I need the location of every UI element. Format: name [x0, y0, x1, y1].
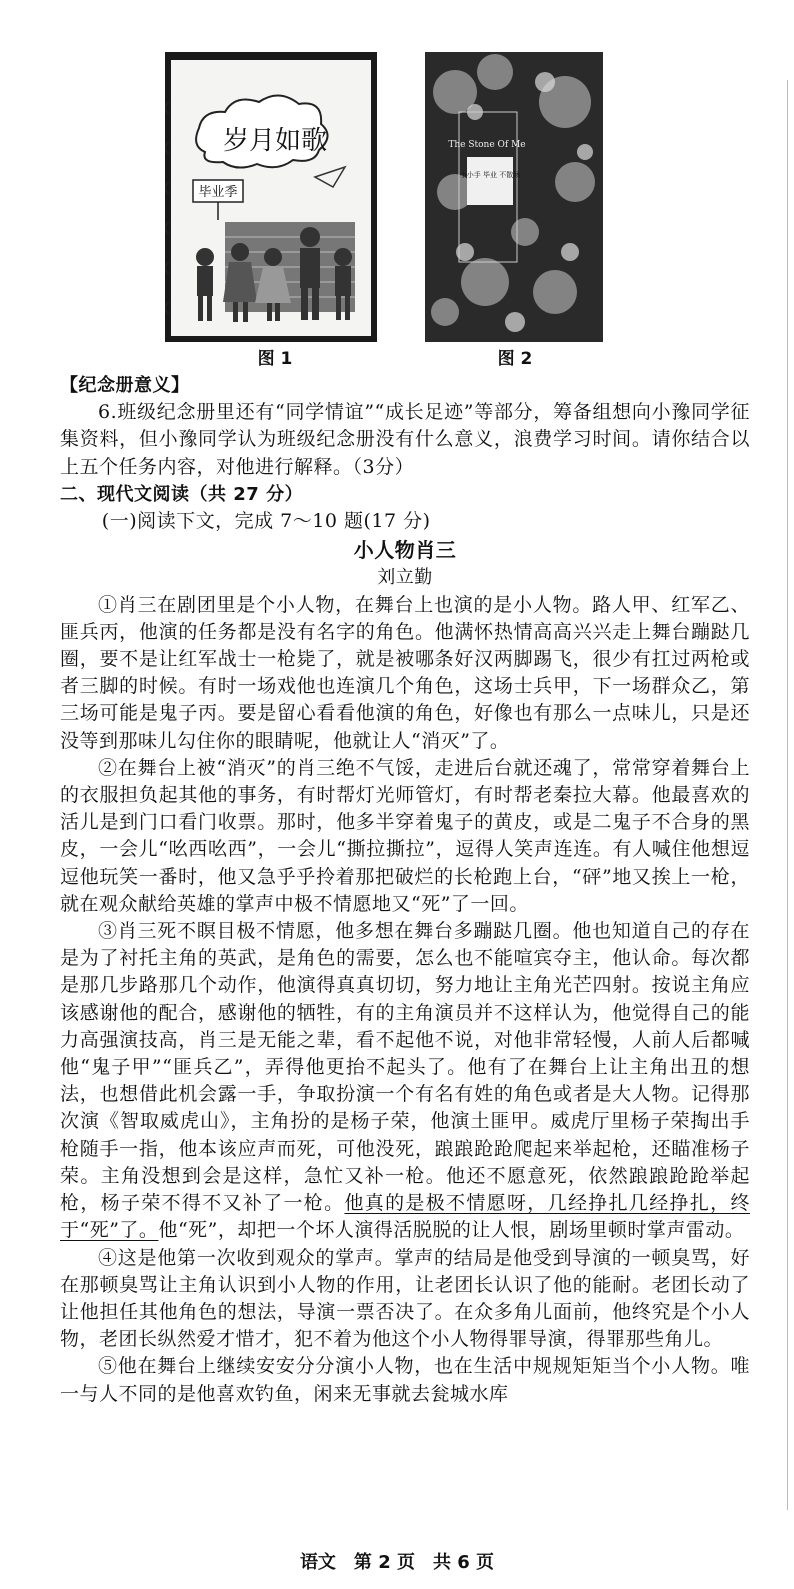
paragraph-5: ⑤他在舞台上继续安安分分演小人物，也在生活中规规矩矩当个小人物。唯一与人不同的是他喜欢钓鱼，闲来无事就去瓮城水库: [60, 1355, 750, 1405]
figure-1-image: [165, 52, 377, 369]
paragraph-3: [60, 918, 750, 1244]
section-2-heading: 二、现代文阅读（共 27 分）: [60, 483, 304, 505]
cover-text-en: The Stone Of Me: [448, 140, 526, 150]
article-title: 小人物肖三: [353, 538, 457, 563]
paragraph-4: ④这是他第一次收到观众的掌声。掌声的结局是他受到导演的一顿臭骂，好在那顿臭骂让主角认识到小人物的作用，让老团长认识了他的能耐。老团长动了让他担任其他角色的想法，导演一票否决了。在众多角儿面前，他终究是个小人物，老团长纵然爱才惜才，犯不着为他这个小人物得罪导演，得罪那些角儿。: [60, 1246, 750, 1351]
article-author: 刘立勤: [377, 567, 433, 589]
cover-title: 岁月如歌: [222, 126, 328, 156]
page-footer: 语文 第 2 页 共 6 页: [299, 1552, 495, 1573]
figures-area: [165, 52, 615, 372]
figure-2-caption: 图 2: [497, 349, 533, 369]
question-6: 6.班级纪念册里还有“同学情谊”“成长足迹”等部分，筹备组想向小豫同学征集资料，但小豫同学认为班级纪念册没有什么意义，浪费学习时间。请你结合以上五个任务内容，对他进行解释。（3分）: [60, 401, 750, 478]
subsection-1-heading: (一)阅读下文，完成 7～10 题(17 分): [101, 510, 431, 533]
paragraph-3-text-b: 他“死”，却把一个坏人演得活脱脱的让人恨，剧场里顿时掌声雷动。: [158, 1219, 745, 1242]
figure-2-image: [425, 52, 603, 369]
cover-text-cn: 小小手 毕业 不散场: [459, 171, 521, 179]
scan-edge-line: [787, 80, 788, 1510]
page-content: [60, 372, 750, 1408]
paragraph-2: ②在舞台上被“消灭”的肖三绝不气馁，走进后台就还魂了，常常穿着舞台上的衣服担负起其他的事务，有时帮灯光师管灯，有时帮老秦拉大幕。他最喜欢的活儿是到门口看门收票。那时，他多半穿着鬼子的黄皮，或是二鬼子不合身的黑皮，一会儿“吆西吆西”，一会儿“撕拉撕拉”，逗得人笑声连连。有人喊住他想逗逗他玩笑一番时，他又急乎乎拎着那把破烂的长枪跑上台，“砰”地又挨上一枪，就在观众献给英雄的掌声中极不情愿地又“死”了一回。: [60, 756, 750, 915]
paragraph-3-text-a: ③肖三死不瞑目极不情愿，他多想在舞台多蹦跶几圈。他也知道自己的存在是为了衬托主角的英武，是角色的需要，怎么也不能喧宾夺主，他认命。每次都是那几步路那几个动作，他演得真真切切，努力地让主角光芒四射。按说主角应该感谢他的配合，感谢他的牺牲，有的主角演员并不这样认为，他觉得自己的能力高强演技高，肖三是无能之辈，看不起他不说，对他非常轻慢，人前人后都喊他“鬼子甲”“匪兵乙”，弄得他更抬不起头了。他有了在舞台上让主角出丑的想法，也想借此机会露一手，争取扮演一个有名有姓的角色或者是大人物。记得那次演《智取威虎山》，主角扮的是杨子荣，他演土匪甲。威虎厅里杨子荣掏出手枪随手一指，他本该应声而死，可他没死，踉踉跄跄爬起来举起枪，还瞄准杨子荣。主角没想到会是这样，急忙又补一枪。他还不愿意死，依然踉踉跄跄举起枪，杨子荣不得不又补了一枪。: [60, 920, 750, 1215]
section-memorial-heading: 【纪念册意义】: [60, 375, 190, 396]
figure-1-caption: 图 1: [257, 349, 293, 369]
paragraph-1: ①肖三在剧团里是个小人物，在舞台上也演的是小人物。路人甲、红军乙、匪兵丙，他演的任务都是没有名字的角色。他满怀热情高高兴兴走上舞台蹦跶几圈，要不是让红军战士一枪毙了，就是被哪条好汉两脚踢飞，很少有扛过两枪或者三脚的时候。有时一场戏他也连演几个角色，这场士兵甲，下一场群众乙，第三场可能是鬼子丙。要是留心看看他演的角色，好像也有那么一点味儿，只是还没等到那味儿勾住你的眼睛呢，他就让人“消灭”了。: [60, 593, 750, 752]
cover-tag: 毕业季: [198, 185, 238, 200]
paragraph-3-underlined-sentence: 他真的是极不情愿呀，几经挣扎几经挣扎，终于“死”了。: [60, 1192, 750, 1242]
